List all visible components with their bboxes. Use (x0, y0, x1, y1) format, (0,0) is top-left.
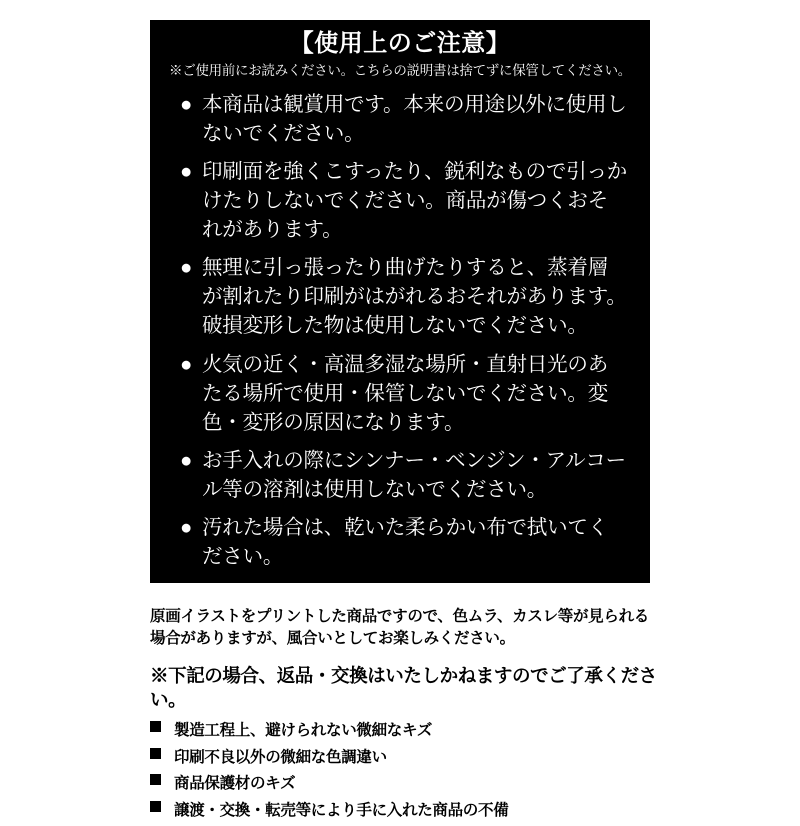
list-item (180, 513, 628, 571)
list-item-text: 汚れた場合は、乾いた柔らかい布で拭いてください。 (202, 516, 608, 569)
list-item-text: 印刷不良以外の微細な色調違い (174, 748, 387, 766)
bullet-dot-icon: ● (180, 256, 193, 280)
list-item (150, 800, 660, 822)
list-item (180, 90, 628, 148)
list-item-text: お手入れの際にシンナー・ベンジン・アルコール等の溶剤は使用しないでください。 (202, 448, 626, 501)
panel-subtitle: ※ご使用前にお読みください。こちらの説明書は捨てずに保管してください。 (169, 62, 631, 78)
list-item (180, 157, 628, 244)
panel-title: 【使用上のご注意】 (289, 30, 511, 57)
bullet-dot-icon: ● (180, 448, 193, 472)
list-item-text: 製造工程上、避けられない微細なキズ (174, 722, 433, 740)
bullet-dot-icon: ● (180, 92, 193, 116)
list-item-text: 無理に引っ張ったり曲げたりすると、蒸着層が割れたり印刷がはがれるおそれがあります。破損変形した物は使用しないでください。 (202, 256, 627, 338)
square-bullet-icon (150, 721, 161, 732)
bullet-dot-icon: ● (180, 352, 193, 376)
list-item (180, 350, 628, 437)
square-bullet-icon (150, 748, 161, 759)
bullet-dot-icon: ● (180, 159, 193, 183)
list-item-text: 印刷面を強くこすったり、鋭利なもので引っかけたりしないでください。商品が傷つくおそれがあります。 (202, 159, 628, 242)
list-item (150, 773, 660, 795)
list-item-text: 商品保護材のキズ (174, 775, 296, 793)
list-item (150, 747, 660, 769)
list-item-text: 火気の近く・高温多湿な場所・直射日光のあたる場所で使用・保管しないでください。変色・変形の原因になります。 (202, 352, 608, 434)
return-policy-list (150, 720, 660, 822)
list-item (180, 253, 628, 340)
precaution-list (150, 90, 650, 572)
list-item-text: 譲渡・交換・転売等により手に入れた商品の不備 (174, 801, 509, 819)
lower-notes (150, 606, 660, 826)
list-item (180, 446, 628, 504)
precautions-panel (150, 20, 650, 583)
list-item (150, 720, 660, 742)
list-item-text: 本商品は観賞用です。本来の用途以外に使用しないでください。 (202, 92, 627, 145)
print-variation-note: 原画イラストをプリントした商品ですので、色ムラ、カスレ等が見られる場合がありますが、風合いとしてお楽しみください。 (150, 608, 649, 647)
square-bullet-icon (150, 774, 161, 785)
bullet-dot-icon: ● (180, 516, 193, 540)
square-bullet-icon (150, 801, 161, 812)
return-policy-heading: ※下記の場合、返品・交換はいたしかねますのでご了承ください。 (150, 665, 657, 711)
